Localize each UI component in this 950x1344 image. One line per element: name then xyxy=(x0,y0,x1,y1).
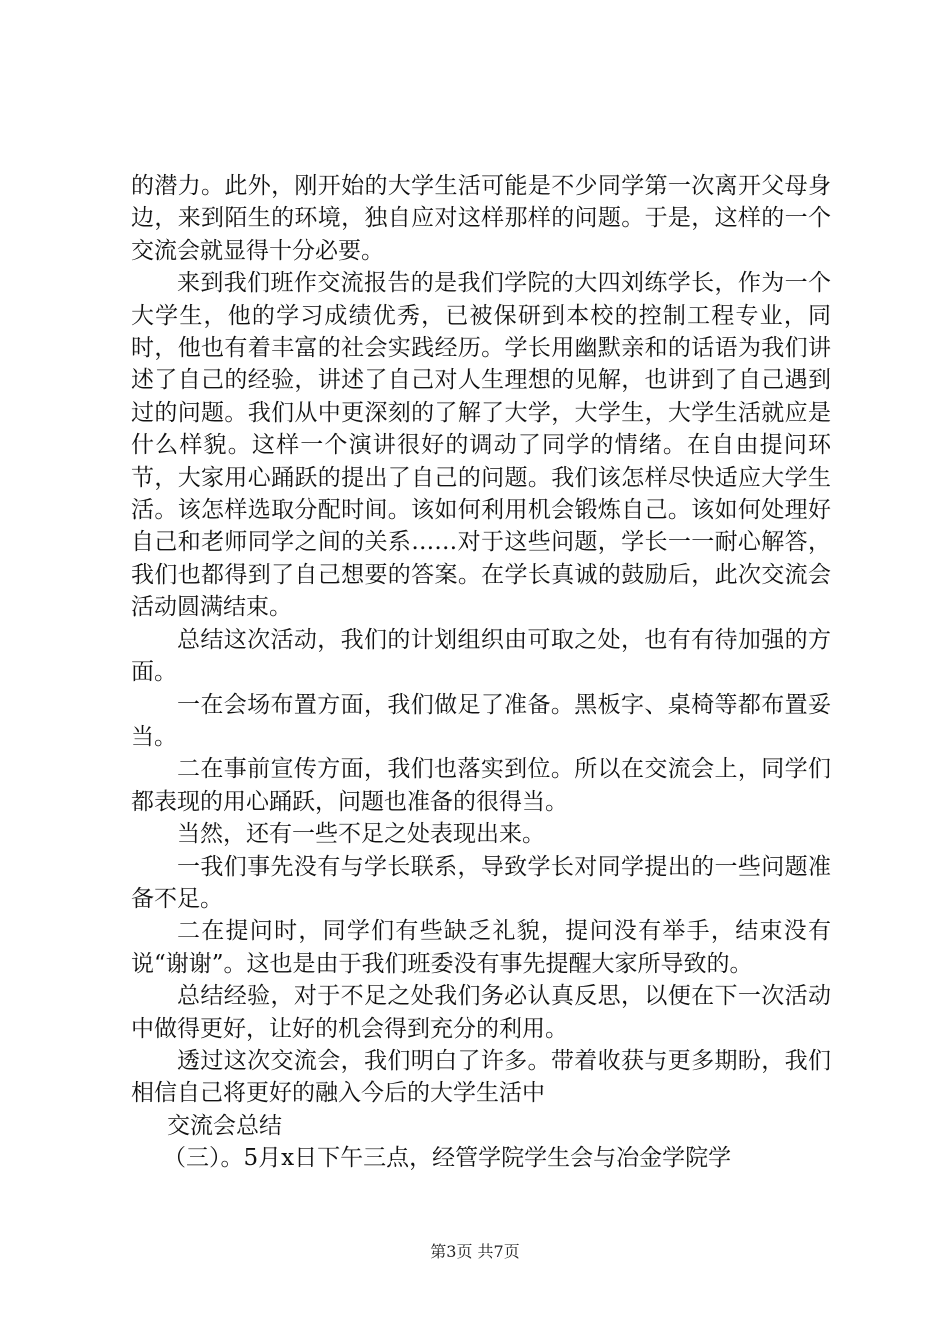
paragraph-shortcoming-two: 二在提问时，同学们有些缺乏礼貌，提问没有举手，结束没有说“谢谢”。这也是由于我们班委没有事先提醒大家所导致的。 xyxy=(131,918,831,977)
paragraph-shortcomings-intro: 当然，还有一些不足之处表现出来。 xyxy=(177,821,545,848)
paragraph-shortcoming-one: 一我们事先没有与学长联系，导致学长对同学提出的一些问题准备不足。 xyxy=(131,853,831,912)
page-footer: 第3页 共7页 xyxy=(430,1242,520,1261)
paragraph-section-three: （三）。5月x日下午三点，经管学院学生会与冶金学院学 xyxy=(163,1145,732,1172)
paragraph-conclusion: 透过这次交流会，我们明白了许多。带着收获与更多期盼，我们相信自己将更好的融入今后的大学生活中 xyxy=(131,1047,831,1107)
paragraph-summary-intro: 总结这次活动，我们的计划组织由可取之处，也有有待加强的方面。 xyxy=(131,626,831,686)
paragraph-continuation: 的潜力。此外，刚开始的大学生活可能是不少同学第一次离开父母身边，来到陌生的环境，独自应对这样那样的问题。于是，这样的一个交流会就显得十分必要。 xyxy=(131,173,831,264)
paragraph-publicity: 二在事前宣传方面，我们也落实到位。所以在交流会上，同学们都表现的用心踊跃，问题也准备的很得当。 xyxy=(131,756,831,815)
section-heading: 交流会总结 xyxy=(167,1112,282,1139)
paragraph-lessons: 总结经验，对于不足之处我们务必认真反思，以便在下一次活动中做得更好，让好的机会得到充分的利用。 xyxy=(131,983,831,1042)
document-body xyxy=(131,170,831,1175)
paragraph-venue-setup: 一在会场布置方面，我们做足了准备。黑板字、桌椅等都布置妥当。 xyxy=(131,691,831,750)
paragraph-speaker-report: 来到我们班作交流报告的是我们学院的大四刘练学长，作为一个大学生，他的学习成绩优秀，已被保研到本校的控制工程专业，同时，他也有着丰富的社会实践经历。学长用幽默亲和的话语为我们讲述了自己的经验，讲述了自己对人生理想的见解，也讲到了自己遇到过的问题。我们从中更深刻的了解了大学，大学生，大学生活就应是什么样貌。这样一个演讲很好的调动了同学的情绪。在自由提问环节，大家用心踊跃的提出了自己的问题。我们该怎样尽快适应大学生活。该怎样选取分配时间。该如何利用机会锻炼自己。该如何处理好自己和老师同学之间的关系……对于这些问题，学长一一耐心解答，我们也都得到了自己想要的答案。在学长真诚的鼓励后，此次交流会活动圆满结束。 xyxy=(131,270,831,621)
